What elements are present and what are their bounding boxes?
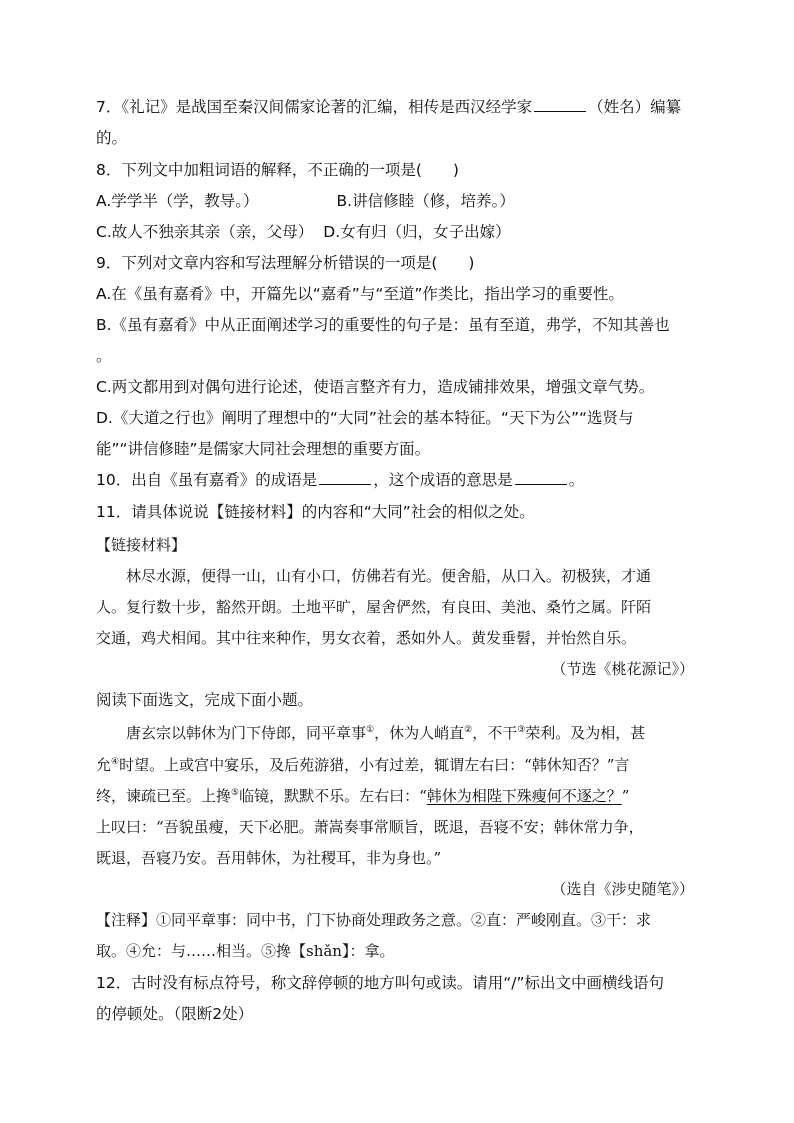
q12-line1: 12．古时没有标点符号，称文辞停顿的地方叫句或读。请用“/”标出文中画横线语句 xyxy=(96,974,665,992)
q10-text-b: ，这个成语的意思是 xyxy=(373,471,513,489)
q9-option-d-line1: D.《大道之行也》阐明了理想中的“大同”社会的基本特征。“天下为公”“选贤与 xyxy=(96,409,634,427)
answer-blank[interactable] xyxy=(515,470,567,485)
q7-text-end: （姓名）编纂 xyxy=(588,98,682,116)
q9-option-b-line1: B.《虽有嘉肴》中从正面阐述学习的重要性的句子是：虽有至道，弗学，不知其善也 xyxy=(96,316,670,334)
passage-line: 既退，吾寝乃安。吾用韩休，为社稷耳，非为身也。” xyxy=(96,849,442,867)
q11-stem: 11．请具体说说【链接材料】的内容和“大同”社会的相似之处。 xyxy=(96,503,535,521)
q10-text-a: 10．出自《虽有嘉肴》的成语是 xyxy=(96,471,318,489)
q9-option-c: C.两文都用到对偶句进行论述，使语言整齐有力，造成铺排效果，增强文章气势。 xyxy=(96,378,655,396)
material-source: （节选《桃花源记》） xyxy=(551,660,694,678)
footnote-marker: ⑤ xyxy=(231,788,240,798)
notes-line: 取。④允：与……相当。⑤搀【shǎn】：拿。 xyxy=(96,942,395,960)
q9-option-a: A.在《虽有嘉肴》中，开篇先以“嘉肴”与“至道”作类比，指出学习的重要性。 xyxy=(96,285,624,303)
answer-blank[interactable] xyxy=(534,97,586,112)
passage-line: 允④时望。上或宫中宴乐，及后苑游猎，小有过差，辄谓左右曰：“韩休知否？”言 xyxy=(96,756,630,774)
q7-text: 7．《礼记》是战国至秦汉间儒家论著的汇编，相传是西汉经学家 xyxy=(96,98,533,116)
underlined-sentence: 韩休为相陛下殊瘦何不逐之？ xyxy=(426,787,622,805)
footnote-marker: ③ xyxy=(517,725,526,735)
footnote-marker: ① xyxy=(366,725,375,735)
q9-option-b-line2: 。 xyxy=(96,347,112,365)
passage-line: 唐玄宗以韩休为门下侍郎，同平章事①，休为人峭直②，不干③荣利。及为相，甚 xyxy=(126,724,646,742)
footnote-marker: ④ xyxy=(111,757,120,767)
answer-blank[interactable] xyxy=(319,470,371,485)
q8-option-d: D.女有归（归，女子出嫁） xyxy=(323,223,511,241)
q10-text-c: 。 xyxy=(568,471,585,489)
q12-line2: 的停顿处。（限断2处） xyxy=(96,1005,254,1023)
passage-source: （选自《涉史随笔》） xyxy=(551,880,694,898)
q7-line2: 的。 xyxy=(96,129,128,147)
q10-line xyxy=(96,470,700,490)
notes-line: 【注释】①同平章事：同中书，门下协商处理政务之意。②直：严峻刚直。③干：求 xyxy=(96,911,652,929)
q9-stem: 9．下列对文章内容和写法理解分析错误的一项是( ) xyxy=(96,254,475,272)
material-title: 【链接材料】 xyxy=(96,536,187,554)
q8-option-a: A.学学半（学，教导。） xyxy=(96,192,259,210)
q8-option-c: C.故人不独亲其亲（亲，父母） xyxy=(96,223,314,241)
q8-options-row2 xyxy=(96,222,700,242)
material-line: 人。复行数十步，豁然开朗。土地平旷，屋舍俨然，有良田、美池、桑竹之属。阡陌 xyxy=(96,598,652,616)
material-line: 林尽水源，便得一山，山有小口，仿佛若有光。便舍船，从口入。初极狭，才通 xyxy=(126,567,652,585)
q8-options-row1 xyxy=(96,191,700,211)
material-line: 交通，鸡犬相闻。其中往来种作，男女衣着，悉如外人。黄发垂髫，并怡然自乐。 xyxy=(96,629,637,647)
footnote-marker: ② xyxy=(464,725,473,735)
reading-intro: 阅读下面选文，完成下面小题。 xyxy=(96,691,314,709)
q7-line1 xyxy=(96,97,700,117)
passage-line: 上叹曰：“吾貌虽瘦，天下必肥。萧嵩奏事常顺旨，既退，吾寝不安；韩休常力争， xyxy=(96,818,644,836)
q8-stem: 8．下列文中加粗词语的解释，不正确的一项是( ) xyxy=(96,161,459,179)
q9-option-d-line2: 能”“讲信修睦”是儒家大同社会理想的重要方面。 xyxy=(96,440,431,458)
passage-line: 终，谏疏已至。上搀⑤临镜，默默不乐。左右曰：“韩休为相陛下殊瘦何不逐之？” xyxy=(96,787,630,805)
q8-option-b: B.讲信修睦（修，培养。） xyxy=(336,192,515,210)
